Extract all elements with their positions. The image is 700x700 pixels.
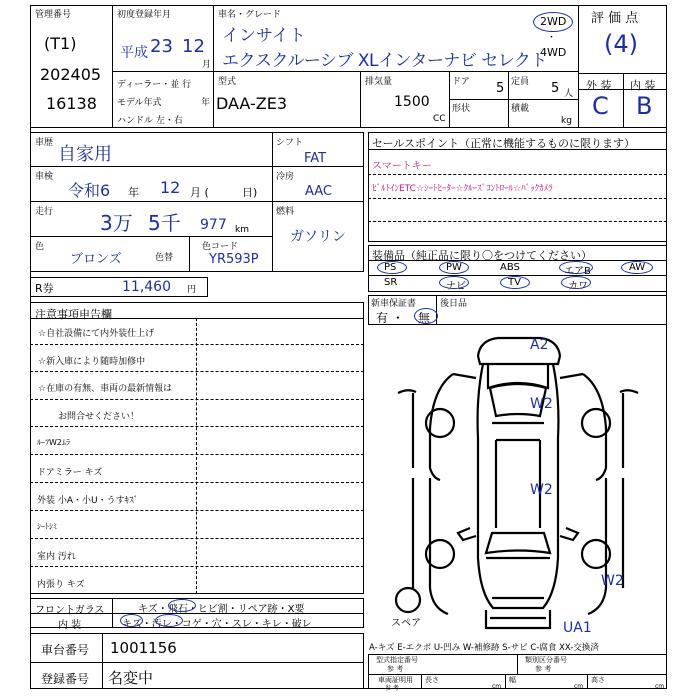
capacity-unit: 人 [564, 89, 574, 99]
category-ref: 参 考 [535, 665, 552, 673]
divider [360, 71, 361, 127]
damage-mark-center: W2 [530, 482, 553, 498]
damage-mark-right-front: W2 [601, 573, 624, 589]
eval-label: 評 価 点 [591, 11, 639, 26]
damage-mark-front: UA1 [563, 620, 592, 636]
warranty-no-circle [414, 308, 438, 324]
equip-tv: TV [508, 277, 521, 288]
divider [449, 99, 578, 100]
equip-abs: ABS [500, 262, 520, 273]
note-line: ドアミラー キズ [37, 468, 103, 478]
equip-airbag-circle [559, 261, 593, 274]
registration-value: 名変中 [108, 669, 154, 687]
width-unit: cm [574, 683, 584, 690]
type-label: 型式指定番号 [376, 656, 418, 664]
notes-block [30, 302, 364, 594]
windshield-options: キズ・飛石・ヒビ割・リペア跡・X要 [138, 604, 305, 615]
divider [508, 71, 509, 99]
equip-ps: PS [384, 262, 397, 273]
reg-cert-label: 車両証明用 [378, 676, 413, 684]
inspection-day-unit: 日) [242, 186, 258, 199]
equip-ps-circle [377, 261, 407, 274]
dotted-line [30, 399, 364, 400]
equip-navi-circle [439, 276, 469, 289]
exterior-label: 外 装 [586, 79, 612, 92]
divider [30, 127, 667, 128]
interior-damage-label: 内 装 [58, 620, 82, 631]
notes-title: 注意事項申告欄 [35, 308, 112, 321]
color-code: YR593P [209, 252, 259, 267]
dotted-line [30, 454, 364, 455]
sales-points-title: セールスポイント（正常に機能するものに限ります） [372, 137, 636, 150]
inspection-era: 令和6 [68, 181, 111, 200]
divider [272, 201, 364, 202]
chassis-label: 車台番号 [41, 643, 90, 657]
model-label: 型式 [218, 77, 237, 87]
car-name: インサイト [222, 26, 306, 46]
divider [368, 260, 667, 261]
equip-navi: ナビ [446, 281, 466, 292]
note-line: ﾙｰﾌW2ﾑﾗ [37, 438, 70, 447]
fuel: ガソリン [290, 229, 346, 245]
reg-cert-ref: 参 考 [385, 685, 399, 692]
load-unit: kg [561, 116, 572, 126]
drive-2wd: 2WD [540, 15, 567, 28]
car-diagram [368, 328, 667, 638]
model: DAA-ZE3 [216, 94, 288, 113]
sales-point-line1: スマートキー [372, 161, 432, 172]
equip-sr: SR [384, 277, 398, 288]
color: ブロンズ [70, 252, 122, 267]
height-label: 高さ [591, 676, 605, 684]
dotted-line [368, 221, 667, 222]
warranty-no: 無 [418, 311, 431, 325]
category-label: 類別区分番号 [525, 656, 567, 664]
grade: エクスクルーシブ XLインターナビ セレクト [222, 51, 547, 71]
mgmt-no-line1: 202405 [40, 65, 102, 84]
mgmt-no-label: 管理番号 [35, 10, 72, 20]
mgmt-no-prefix: (T1) [44, 34, 77, 53]
divider [508, 99, 509, 127]
windshield-label: フロントガラス [35, 605, 105, 616]
equip-airbag: エアB [564, 266, 591, 277]
divider [102, 633, 103, 689]
spare-label: スペア [391, 618, 421, 629]
equip-tv-circle [500, 276, 530, 289]
first-reg-year: 23 [150, 36, 173, 57]
damage-mark-rear-spoiler: A2 [530, 337, 549, 353]
note-line: ｼｰﾄｼﾐ [37, 522, 57, 531]
interior-label: 内 装 [630, 79, 656, 92]
first-reg-month: 12 [182, 36, 205, 57]
sales-point-line2: ﾋﾞﾙﾄｲﾝETC☆ｼｰﾄﾋｰﾀｰ☆ｸﾙｰｽﾞｺﾝﾄﾛｰﾙ☆ﾊﾞｯｸｶﾒﾗ [372, 184, 553, 194]
length-unit: cm [492, 683, 502, 690]
divider [368, 149, 667, 150]
model-year-label: モデル年式 [117, 98, 162, 108]
dotted-line [30, 344, 364, 345]
length-label: 長さ [425, 676, 439, 684]
mgmt-no-line2: 16138 [46, 94, 97, 113]
divider [587, 674, 588, 689]
history-label: 車歴 [35, 138, 54, 148]
divider [30, 166, 272, 167]
divider [421, 674, 422, 689]
divider [623, 73, 624, 127]
model-year-unit: 年 [201, 98, 211, 108]
fuel-label: 燃料 [276, 207, 295, 217]
note-line: ☆在庫の有無、車両の最新情報は [38, 384, 173, 394]
damage-legend: A-キズ E-エクボ U-凹み W-補修跡 S-サビ C-腐食 XX-交換済 [369, 643, 599, 653]
dotted-line [30, 538, 364, 539]
divider [213, 5, 214, 127]
windshield-chip-circle [168, 599, 196, 612]
mileage-rest: 977 [200, 217, 227, 233]
capacity-label: 定員 [511, 77, 530, 87]
new-car-label: 新車保証書 [371, 299, 417, 309]
recycle-amount: 11,460 [122, 279, 171, 295]
color-label: 色 [35, 242, 45, 252]
type-ref: 参 考 [387, 665, 404, 673]
displacement: 1500 [394, 94, 430, 110]
history: 自家用 [58, 144, 112, 165]
door-label: ドア [452, 77, 470, 87]
note-line: 内張り キズ [37, 580, 85, 590]
mileage-unit: km [235, 225, 249, 235]
shift: FAT [304, 151, 327, 166]
first-reg-month-unit: 月 [202, 60, 212, 70]
capacity: 5 [551, 81, 560, 96]
dealer-label: ディーラー・並 行 [117, 80, 192, 90]
interior-stain-circle [155, 614, 183, 627]
mileage-sen: 5千 [148, 211, 181, 235]
dotted-line [30, 510, 364, 511]
divider [272, 166, 364, 167]
load-label: 積載 [511, 104, 530, 114]
divider [112, 598, 113, 628]
mileage-label: 走行 [35, 207, 54, 217]
equip-pw: PW [446, 262, 462, 273]
inspection-year-unit: 年 [128, 186, 139, 199]
interior-grade: B [636, 92, 653, 120]
note-line: 室内 汚れ [37, 552, 76, 562]
note-line: ☆新入庫により随時加修中 [38, 357, 146, 367]
displacement-unit: CC [433, 114, 446, 124]
divider [505, 674, 506, 689]
dotted-line [368, 198, 667, 199]
warranty-yes-no: 有 ・ [376, 311, 404, 325]
equip-aw: AW [629, 262, 646, 273]
interior-scratch-circle [120, 614, 143, 627]
chassis-number: 1001156 [110, 639, 177, 657]
dotted-line [30, 426, 364, 427]
interior-options: キズ・汚レ・コゲ・穴・スレ・キレ・破レ [122, 619, 312, 630]
recycle-unit: 円 [187, 285, 197, 295]
recycle-block [30, 277, 208, 297]
dotted-line [196, 318, 197, 594]
divider [112, 5, 113, 127]
divider [30, 662, 364, 663]
post-day-label: 後日品 [440, 299, 468, 309]
dotted-line [30, 482, 364, 483]
inspection-label: 車検 [35, 172, 54, 182]
dotted-line [30, 371, 364, 372]
width-label: 幅 [509, 676, 516, 684]
divider [189, 236, 190, 272]
equipment-title: 装備品（純正品に限り〇をつけてください） [372, 249, 592, 262]
divider [30, 201, 272, 202]
divider [30, 318, 364, 319]
divider [436, 295, 437, 325]
ac-label: 冷房 [276, 172, 295, 182]
divider [30, 236, 272, 237]
note-line: お問合せください！ [58, 412, 140, 422]
dotted-line [368, 174, 667, 175]
inspection-month-unit: 月 ( [190, 186, 209, 199]
mileage-man: 3万 [100, 211, 133, 235]
recycle-label: R券 [35, 282, 54, 295]
registration-label: 登録番号 [41, 672, 90, 686]
equip-pw-circle [439, 261, 469, 274]
note-line: 外装 小A・小U・うすｷｽﾞ [37, 496, 139, 506]
equip-leather: カワ [568, 281, 588, 292]
divider [517, 654, 518, 674]
doors: 5 [496, 81, 505, 96]
note-line: ☆自社設備にて内外装仕上げ [38, 329, 155, 339]
drive-dot: ・ [547, 33, 557, 43]
first-reg-era: 平成 [120, 45, 148, 61]
dotted-line [30, 566, 364, 567]
displacement-label: 排気量 [365, 77, 393, 87]
name-grade-label: 車名・グレード [218, 10, 282, 20]
handle-label: ハンドル 左・右 [117, 116, 183, 126]
ac: AAC [305, 184, 332, 199]
shift-label: シフト [276, 138, 304, 148]
damage-mark-roof: W2 [530, 396, 553, 412]
first-reg-label: 初度登録年月 [117, 10, 172, 20]
exterior-grade: C [592, 92, 609, 120]
color-code-label: 色コード [202, 242, 239, 252]
height-unit: cm [655, 683, 665, 690]
inspection-month: 12 [160, 178, 181, 197]
drive-4wd: 4WD [540, 46, 567, 59]
eval-score: (4) [604, 30, 638, 58]
equip-leather-circle [561, 276, 591, 289]
divider [578, 5, 579, 127]
color-change-label: 色替 [155, 253, 174, 263]
shape-label: 形状 [452, 104, 471, 114]
equip-aw-circle [621, 261, 653, 274]
